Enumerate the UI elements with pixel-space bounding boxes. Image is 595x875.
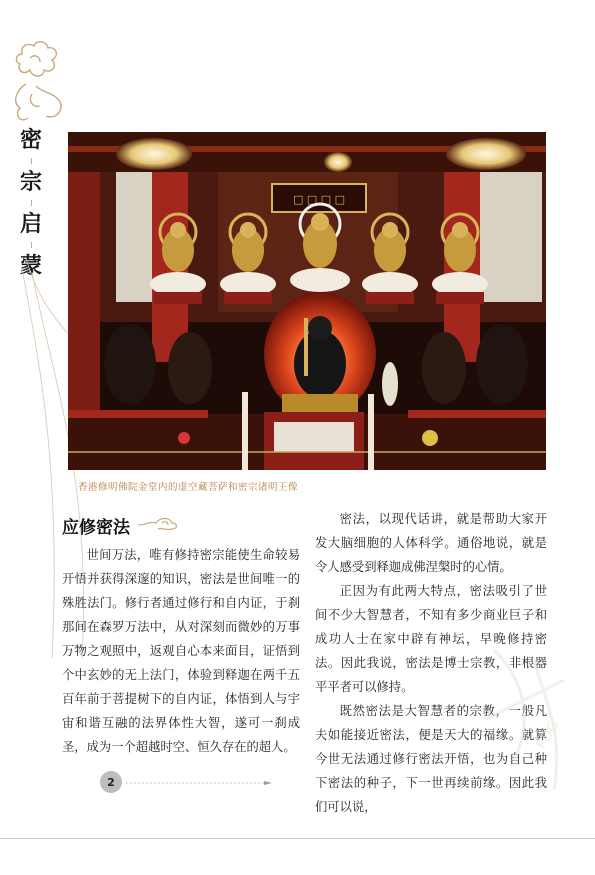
- watermark-text: PDG: [533, 717, 563, 752]
- shrine-photo: [68, 132, 546, 470]
- title-char-3: 启: [19, 211, 42, 237]
- title-separator: [31, 242, 32, 248]
- paragraph: 正因为有此两大特点，密法吸引了世间不少大智慧者，不知有多少商业巨子和成功人士在家中辟有神坛，早晚修持密法。因此我说，密法是博士宗教，非根器平平者可以修持。: [315, 584, 547, 694]
- dotted-rule: [126, 781, 272, 785]
- shrine-illustration: [68, 132, 546, 470]
- title-char-1: 密: [19, 127, 42, 153]
- title-char-4: 蒙: [19, 253, 42, 279]
- cloud-ornament-icon: [6, 36, 68, 126]
- central-deity: [264, 292, 376, 416]
- paragraph: 密法，以现代话讲，就是帮助大家开发大脑细胞的人体科学。通俗地说，就是令人感受到释迦成佛涅槃时的心情。: [315, 512, 547, 574]
- cloud-swirl-icon: [136, 513, 180, 533]
- plaque-text: □ □ □ □: [292, 193, 346, 206]
- title-separator: [31, 158, 32, 164]
- article-left-column: [62, 543, 300, 759]
- vertical-book-title: [8, 126, 54, 280]
- page-bottom-rule: [0, 838, 595, 839]
- section-heading: 应修密法: [62, 518, 130, 538]
- title-char-2: 宗: [19, 169, 42, 195]
- paragraph: 既然密法是大智慧者的宗教，一般凡夫如能接近密法，便是天大的福缘。就算今世无法通过修行密法开悟，也为自己种下密法的种子，下一世再续前缘。因此我们可以说，: [315, 704, 547, 814]
- paragraph: 世间万法，唯有修持密宗能使生命较易开悟并获得深邃的知识，密法是世间唯一的殊胜法门。修行者通过修行和自内证，于刹那间在森罗万法中，从对深刻而微妙的万事万物之观照中，返观自心本来面目，证悟到个中玄妙的无上法门，体验到释迦在两千五百年前于菩提树下的自内证，体悟到人与宇宙和谐互融的法界体性大智，遂可一刹成圣，成为一个超越时空、恒久存在的超人。: [62, 548, 300, 754]
- title-separator: [31, 200, 32, 206]
- watermark-logo: [474, 640, 584, 810]
- photo-caption: 香港修明佛院金堂内的虚空藏菩萨和密宗诸明王像: [78, 482, 299, 493]
- page-number: 2: [100, 771, 122, 793]
